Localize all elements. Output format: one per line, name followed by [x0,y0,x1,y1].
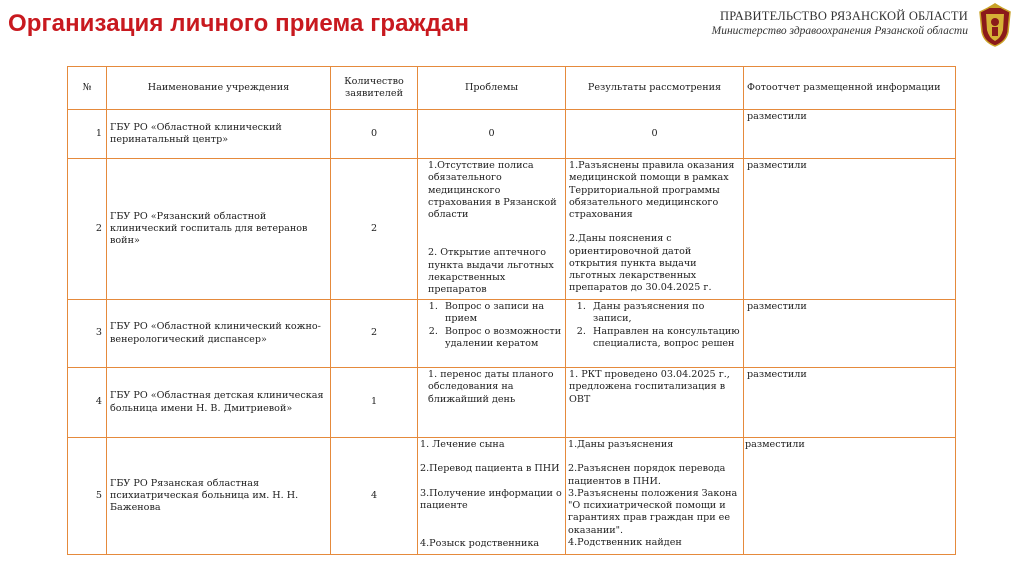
problem-item: 1. Вопрос о записи на прием [441,301,562,326]
row-number: 1 [68,110,107,159]
reception-table [67,66,956,555]
problems-cell [418,159,566,300]
row-number: 4 [68,368,107,438]
result-item: 4.Родственник найден [568,536,682,548]
result-item: 1.Даны разъяснения [568,439,674,450]
table-header-row [68,67,956,110]
photo-report-status: разместили [744,159,956,300]
column-header-applicants: Количество заявителей [331,67,418,110]
institution-name: ГБУ РО «Областной клинический кожно-венерологический диспансер» [107,300,331,368]
problem-item: 1. Лечение сына [420,439,505,450]
results-cell [566,438,744,555]
result-item: 2.Разъяснен порядок перевода пациентов в ПНИ. [568,463,726,487]
row-number: 3 [68,300,107,368]
photo-report-status: разместили [744,368,956,438]
problem-item: 1. перенос даты планого обследования на ближайший день [428,369,554,405]
institution-name: ГБУ РО «Областная детская клиническая больница имени Н. В. Дмитриевой» [107,368,331,438]
problem-item: 2. Вопрос о возможности удалении кератом [441,326,562,351]
column-header-institution: Наименование учреждения [107,67,331,110]
page-title: Организация личного приема граждан [8,10,470,37]
table-row [68,368,956,438]
table-row [68,110,956,159]
result-item: 0 [651,127,658,139]
applicants-count: 2 [331,300,418,368]
results-cell [566,368,744,438]
photo-report-status: разместили [744,438,956,555]
photo-report-status: разместили [744,300,956,368]
problem-item: 2.Перевод пациента в ПНИ [420,463,560,475]
problems-cell [418,438,566,555]
problems-cell [418,300,566,368]
applicants-count: 4 [331,438,418,555]
ministry-label: Министерство здравоохранения Рязанской области [711,25,968,37]
result-item: 2. Направлен на консультацию специалиста, вопрос решен [589,326,740,351]
column-header-number: № [68,67,107,110]
government-label: ПРАВИТЕЛЬСТВО РЯЗАНСКОЙ ОБЛАСТИ [719,9,968,23]
result-item: 1. РКТ проведено 03.04.2025 г., предложена госпитализация в ОВТ [569,369,730,405]
problem-item: 2. Открытие аптечного пункта выдачи льготных лекарственных препаратов [428,247,554,296]
column-header-results: Результаты рассмотрения [566,67,744,110]
results-cell [566,300,744,368]
institution-name: ГБУ РО Рязанская областная психиатрическая больница им. Н. Н. Баженова [107,438,331,555]
problems-cell [418,368,566,438]
applicants-count: 2 [331,159,418,300]
column-header-photo-report: Фотоотчет размещенной информации [744,67,956,110]
table-row [68,159,956,300]
problem-item: 3.Получение информации о пациенте [420,487,562,511]
problem-item: 4.Розыск родственника [420,538,540,550]
table-row [68,438,956,555]
result-item: 1. Даны разъяснения по записи, [589,301,740,326]
problem-item: 0 [488,127,495,139]
coat-of-arms-icon [974,2,1016,48]
result-item: 2.Даны пояснения с ориентировочной датой открытия пункта выдачи льготных лекарственных препаратов до 30.04.2025 г. [569,233,712,294]
institution-name: ГБУ РО «Рязанский областной клинический госпиталь для ветеранов войн» [107,159,331,300]
problems-cell [418,110,566,159]
row-number: 2 [68,159,107,300]
applicants-count: 1 [331,368,418,438]
photo-report-status: разместили [744,110,956,159]
column-header-problems: Проблемы [418,67,566,110]
results-cell [566,110,744,159]
result-item: 3.Разъяснены положения Закона "О психиатрической помощи и гарантиях прав граждан при ее оказании". [568,487,738,536]
header-organization [712,9,968,37]
institution-name: ГБУ РО «Областной клинический перинатальный центр» [107,110,331,159]
problem-item: 1.Отсутствие полиса обязательного медицинского страхования в Рязанской области [428,160,557,221]
result-item: 1.Разъяснены правила оказания медицинской помощи в рамках Территориальной программы обязательного медицинского страхования [569,160,735,221]
results-cell [566,159,744,300]
row-number: 5 [68,438,107,555]
applicants-count: 0 [331,110,418,159]
table-row [68,300,956,368]
